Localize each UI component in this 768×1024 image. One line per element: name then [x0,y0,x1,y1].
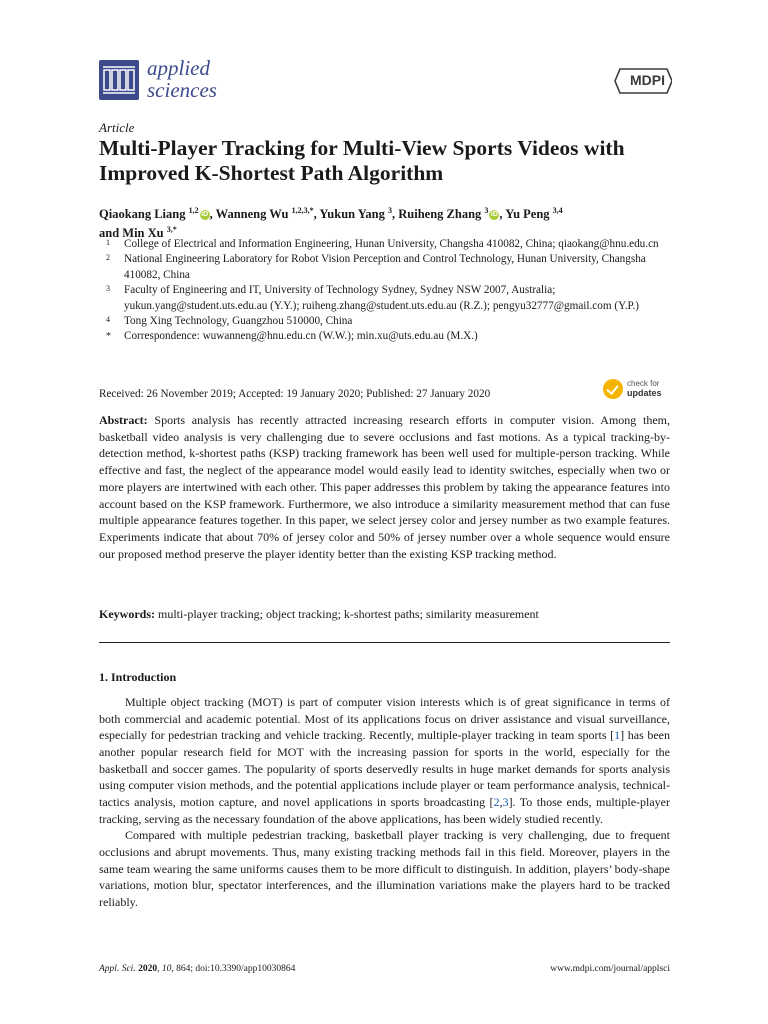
check-for-updates-button[interactable] [603,377,675,401]
journal-name-line2: sciences [147,78,217,102]
keywords [99,607,670,622]
affiliation-item: 4 Tong Xing Technology, Guangzhou 510000, China [106,315,353,328]
check-updates-label-bold: updates [627,388,662,398]
footer-url[interactable]: www.mdpi.com/journal/applsci [550,964,670,974]
author[interactable]: Yukun Yang $^3$, [319,206,396,222]
journal-name-line1: applied [147,56,210,80]
journal-logo[interactable] [99,57,259,103]
journal-name [147,57,217,101]
journal-emblem-icon [99,60,139,100]
author[interactable]: and Min Xu $^{3,*}$ [99,225,177,241]
abstract [99,412,670,562]
author[interactable]: Qiaokang Liang $^{1,2}$ iD , [99,206,213,222]
author[interactable]: Ruiheng Zhang $^3$ iD , [398,206,503,222]
paragraph: Multiple object tracking (MOT) is part of computer vision interests which is of great significance in terms of both commercial and academic potential. Most of its applications focus on driver assistance and visual surveillance, especially for pedestrian tracking and vehicle tracking. Recently, multiple-player tracking in team sports [1] has been another popular research field for MOT with the increasing passion for sports in the world, especially for the basketball and soccer games. The popularity of sports deservedly results in huge market demands for sports analysis using computer vision methods, and the potential applications include player or team performance analysis, technical-tactics analysis, motion capture, and novel applications in sports broadcasting [2,3]. To those ends, multiple-player tracking, serving as the necessary foundation of the above applications, has been widely studied recently. [99,695,670,826]
orcid-icon[interactable]: iD [490,211,498,219]
orcid-icon[interactable]: iD [201,211,209,219]
check-updates-icon [603,379,623,399]
author[interactable]: Yu Peng $^{3,4}$ [505,206,563,222]
keywords-label: Keywords: [99,607,155,621]
abstract-text: Sports analysis has recently attracted increasing research efforts in computer vision. Among them, basketball video analysis is very challenging due to severe occlusions and fast motions. As a typical tracking-by-detection method, k-shortest paths (KSP) tracking framework has been well used for multiple-person tracking. While effective and fast, the neglect of the appearance model would easily lead to identity switches, especially when two or more players are intertwined with each other. This paper addresses this problem by taking the appearance features into account based on the KSP framework. Furthermore, we also introduce a similarity measurement method that can fuse multiple appearance features together. In this paper, we select jersey color and jersey number as two example features. Experiments indicate that about 70% of jersey color and 50% of jersey number over a whole sequence would ensure our proposed method preserve the player identity better than the existing KSP tracking method. [99,413,671,561]
abstract-label: Abstract: [99,413,148,427]
divider [99,642,670,643]
affiliation-item: 3 Faculty of Engineering and IT, University of Technology Sydney, Sydney NSW 2007, Australia; yukun.yang@student.uts.edu.au (Y.Y.); ruiheng.zhang@student.uts.edu.au (R.Z.); pengyu32777@gmail.com (Y.P.) [106,284,640,312]
publisher-name: MDPI [630,72,665,88]
correspondence: * Correspondence: wuwanneng@hnu.edu.cn (W.W.); min.xu@uts.edu.au (M.X.) [106,330,478,343]
author[interactable]: Wanneng Wu $^{1,2,3,*}$, [215,206,317,222]
footer-citation: Appl. Sci. 2020, 10, 864; doi:10.3390/app10030864 [99,964,296,974]
affiliations [99,237,679,345]
paper-title: Multi-Player Tracking for Multi-View Sports Videos with Improved K-Shortest Path Algorithm [99,136,625,185]
citation-link[interactable]: 1 [614,728,621,743]
keywords-text: multi-player tracking; object tracking; k-shortest paths; similarity measurement [158,607,539,621]
affiliation-item: 1 College of Electrical and Information Engineering, Hunan University, Changsha 410082, China; qiaokang@hnu.edu.cn [106,238,659,250]
article-type: Article [99,120,135,135]
footer-journal: Appl. Sci. [99,964,136,974]
footer-year: 2020 [138,964,158,974]
footer-volume: 10 [161,964,172,974]
author-list [99,203,679,241]
footer-doi[interactable]: , 864; doi:10.3390/app10030864 [171,964,296,974]
publisher-logo[interactable] [612,68,672,94]
affiliation-item: 2 National Engineering Laboratory for Robot Vision Perception and Control Technology, Hunan University, Changsha 410082, China [106,253,646,281]
check-updates-label: check for [627,379,660,388]
citation-link[interactable]: 2 [493,794,500,809]
paragraph: Compared with multiple pedestrian tracking, basketball player tracking is very challenging, due to frequent occlusions and abrupt movements. Thus, many existing tracking methods fail in this field. Moreover, players in the same team wearing the same uniforms causes them to be more difficult to distinguish. In addition, players’ body-shape variations, motion blur, spectator interferences, and the illumination variations make the players hard to be tracked reliably. [99,828,670,909]
publication-dates: Received: 26 November 2019; Accepted: 19 January 2020; Published: 27 January 2020 [99,388,491,400]
citation-link[interactable]: 3 [502,794,509,809]
section-body [99,694,670,911]
section-heading: 1. Introduction [99,670,177,684]
